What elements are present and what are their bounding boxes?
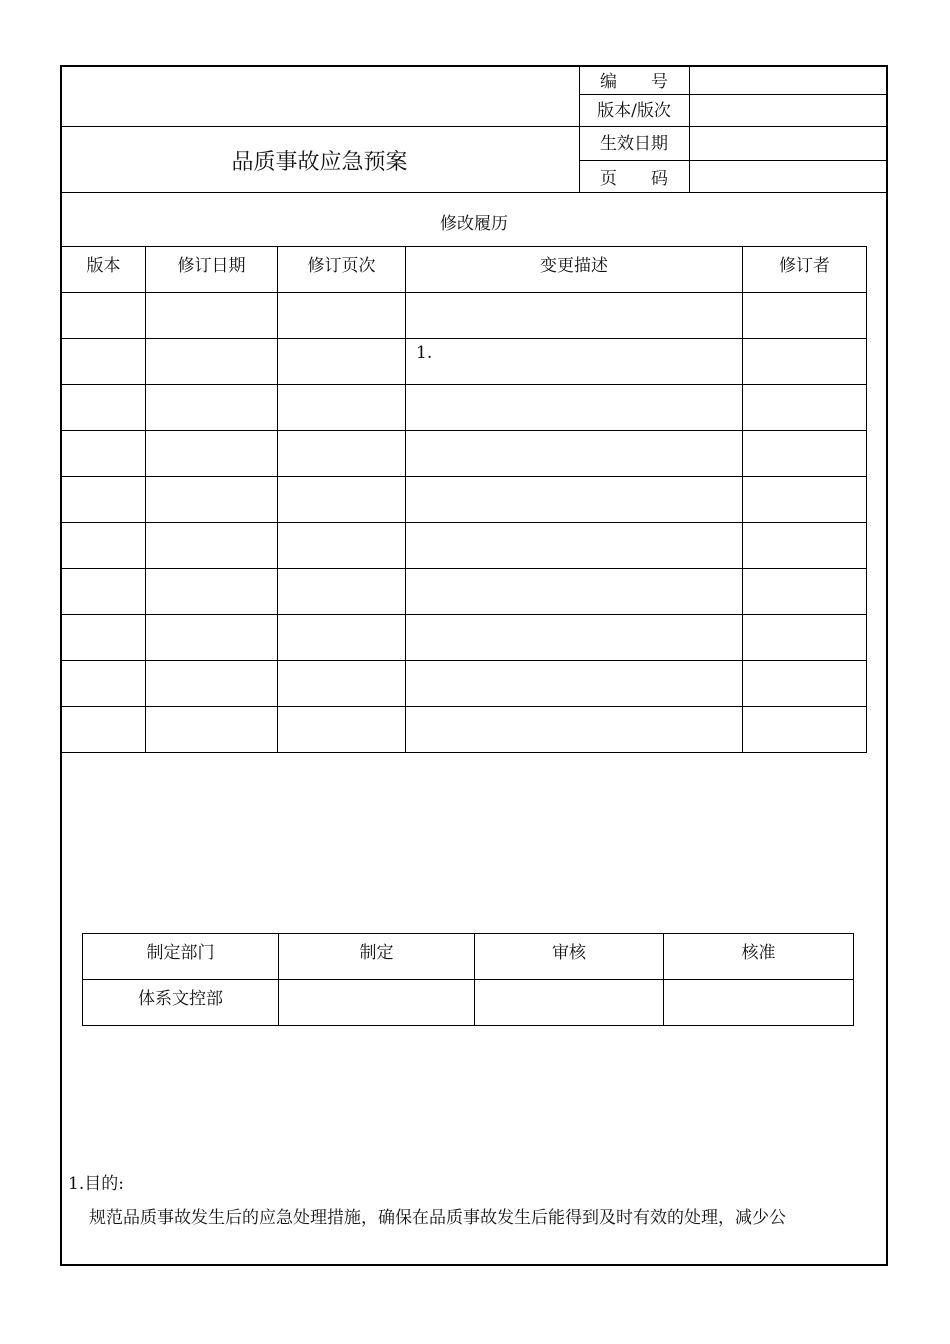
table-cell — [146, 615, 278, 661]
col-reviewed: 审核 — [475, 934, 664, 980]
field-label-version: 版本/版次 — [597, 101, 671, 121]
table-cell — [62, 477, 146, 523]
table-cell — [406, 569, 743, 615]
table-row — [62, 385, 867, 431]
table-cell — [62, 661, 146, 707]
table-cell — [743, 339, 867, 385]
table-cell — [146, 569, 278, 615]
table-cell — [743, 293, 867, 339]
table-cell — [743, 707, 867, 753]
table-cell — [146, 707, 278, 753]
header-value-column-line — [689, 67, 690, 193]
table-row — [62, 339, 867, 385]
header-divider — [60, 126, 888, 127]
table-cell — [62, 615, 146, 661]
col-version: 版本 — [62, 247, 146, 293]
table-cell — [278, 569, 406, 615]
prepared-cell — [279, 980, 475, 1026]
table-cell — [406, 431, 743, 477]
revision-title: 修改履历 — [440, 214, 508, 234]
table-cell — [146, 661, 278, 707]
field-label-effective-date: 生效日期 — [600, 134, 668, 154]
table-cell: 1. — [406, 339, 743, 385]
reviewed-cell — [475, 980, 664, 1026]
col-change-description: 变更描述 — [406, 247, 743, 293]
col-department: 制定部门 — [83, 934, 279, 980]
section-text-purpose: 规范品质事故发生后的应急处理措施，确保在品质事故发生后能得到及时有效的处理，减少公 — [89, 1208, 786, 1228]
table-row — [62, 707, 867, 753]
table-cell — [743, 385, 867, 431]
col-revision-date: 修订日期 — [146, 247, 278, 293]
table-row — [62, 477, 867, 523]
header-row-line-3 — [579, 160, 888, 161]
field-label-page: 页 码 — [600, 169, 668, 189]
field-label-number: 编 号 — [600, 72, 668, 92]
table-cell — [62, 707, 146, 753]
table-cell — [406, 615, 743, 661]
col-reviser: 修订者 — [743, 247, 867, 293]
revision-table — [61, 246, 867, 753]
table-cell — [62, 431, 146, 477]
table-cell — [62, 385, 146, 431]
table-cell — [146, 431, 278, 477]
table-cell — [743, 477, 867, 523]
table-cell — [743, 569, 867, 615]
table-cell — [278, 431, 406, 477]
table-cell — [278, 661, 406, 707]
table-row — [62, 523, 867, 569]
department-cell: 体系文控部 — [83, 980, 279, 1026]
document-title: 品质事故应急预案 — [231, 150, 408, 175]
table-row — [62, 569, 867, 615]
revision-header-row — [62, 247, 867, 293]
table-cell — [743, 615, 867, 661]
table-cell — [406, 707, 743, 753]
approval-header-row — [83, 934, 854, 980]
table-cell — [406, 661, 743, 707]
col-approved: 核准 — [664, 934, 854, 980]
table-cell — [743, 661, 867, 707]
table-cell — [406, 523, 743, 569]
table-cell — [278, 523, 406, 569]
table-cell — [62, 293, 146, 339]
table-row — [62, 661, 867, 707]
header-row-line-1 — [579, 94, 888, 95]
col-revision-page: 修订页次 — [278, 247, 406, 293]
table-cell — [278, 293, 406, 339]
table-cell — [743, 523, 867, 569]
table-cell — [62, 339, 146, 385]
table-row — [62, 293, 867, 339]
table-cell — [743, 431, 867, 477]
table-cell — [146, 339, 278, 385]
table-cell — [278, 707, 406, 753]
table-cell — [278, 477, 406, 523]
table-cell — [146, 385, 278, 431]
approval-row — [83, 980, 854, 1026]
approval-table — [82, 933, 854, 1026]
table-cell — [146, 477, 278, 523]
table-row — [62, 615, 867, 661]
table-cell — [406, 385, 743, 431]
table-cell — [278, 339, 406, 385]
col-prepared: 制定 — [279, 934, 475, 980]
header-bottom-line — [60, 192, 888, 193]
table-cell — [146, 293, 278, 339]
table-cell — [278, 385, 406, 431]
table-cell — [278, 615, 406, 661]
table-cell — [146, 523, 278, 569]
table-cell — [62, 569, 146, 615]
table-row — [62, 431, 867, 477]
table-cell — [406, 477, 743, 523]
approved-cell — [664, 980, 854, 1026]
section-heading-purpose: 1.目的: — [68, 1174, 124, 1194]
table-cell — [62, 523, 146, 569]
table-cell — [406, 293, 743, 339]
